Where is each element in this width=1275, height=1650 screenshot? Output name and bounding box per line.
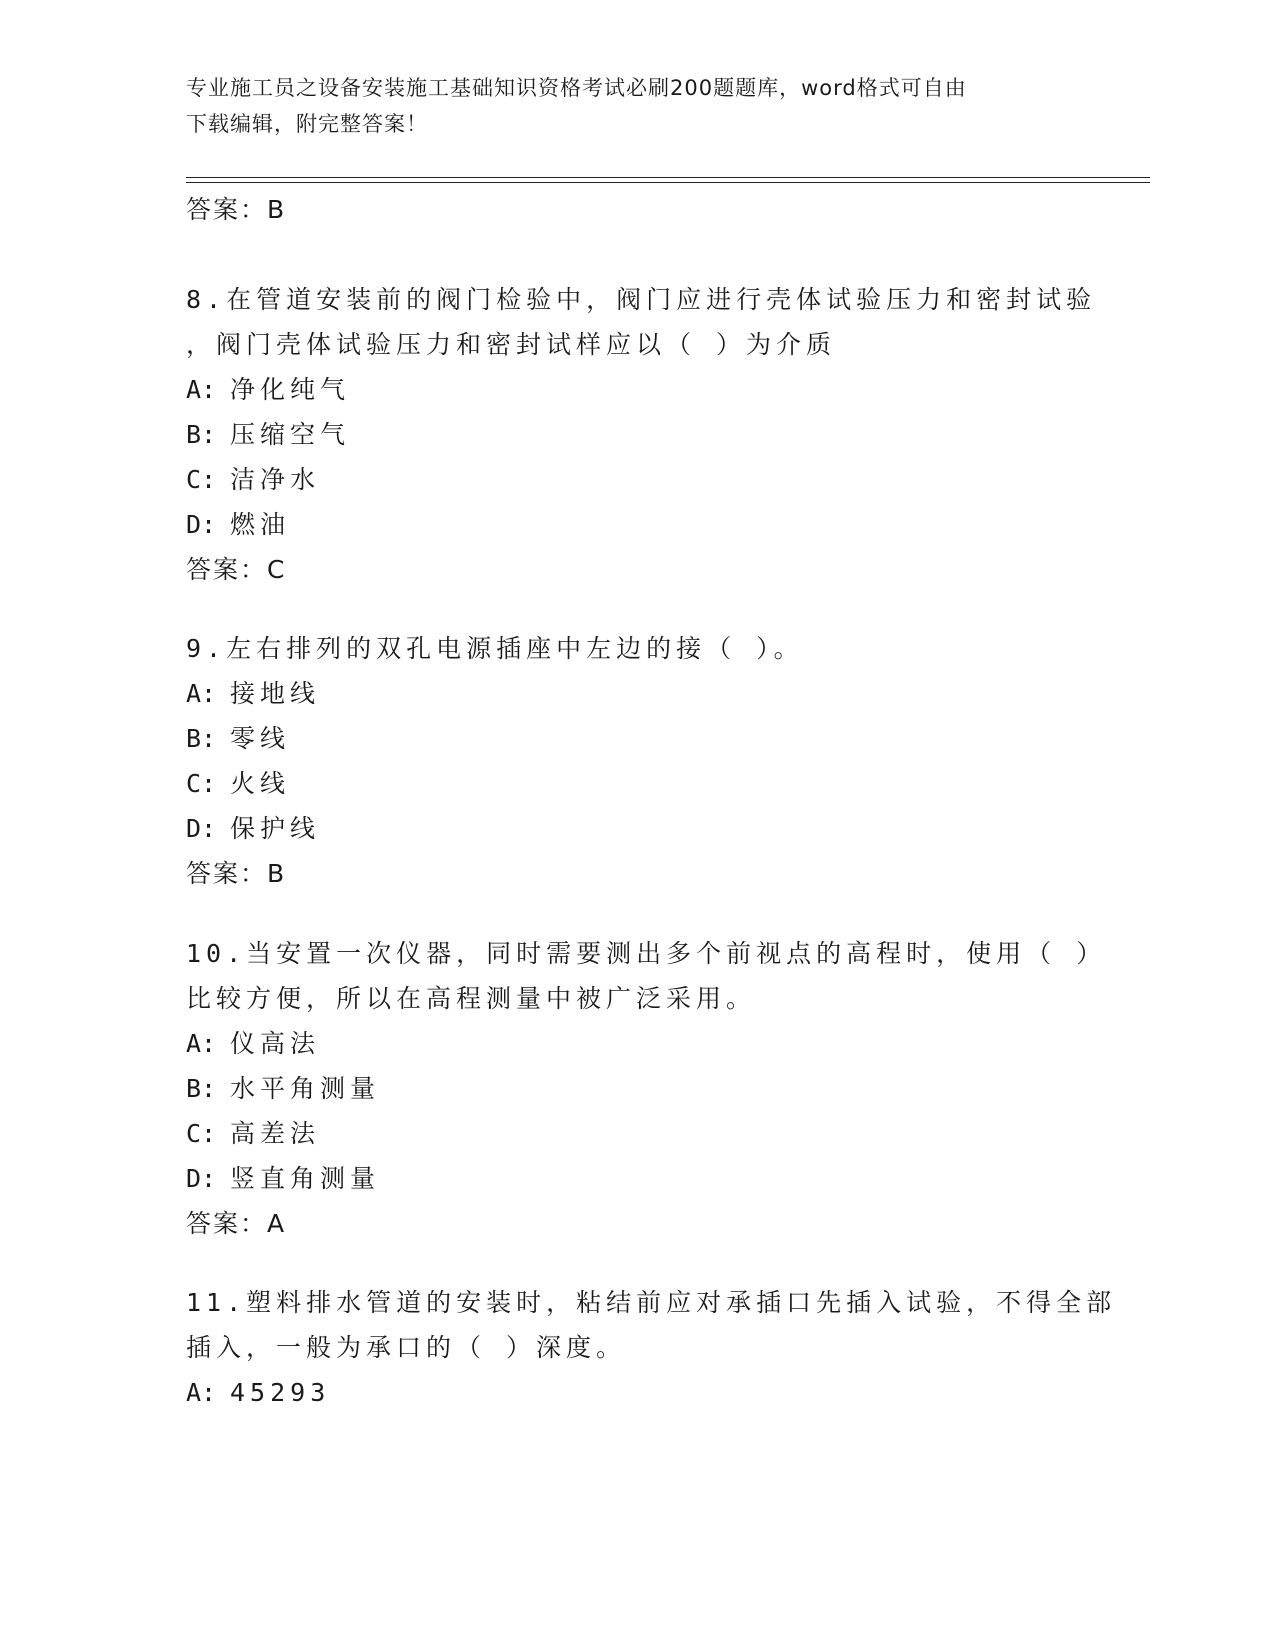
answer: 答案：B xyxy=(186,859,287,888)
option-b: B: 压缩空气 xyxy=(186,420,351,449)
question-11 xyxy=(186,1280,1117,1415)
option-d: D: 保护线 xyxy=(186,814,321,843)
header-rule-bottom xyxy=(186,182,1150,183)
option-a: A: 净化纯气 xyxy=(186,375,351,404)
option-b: B: 水平角测量 xyxy=(186,1074,381,1103)
question-text: 11.塑料排水管道的安装时，粘结前应对承插口先插入试验，不得全部 插入，一般为承口的（ ）深度。 xyxy=(186,1288,1117,1362)
option-c: C: 高差法 xyxy=(186,1119,321,1148)
previous-answer: 答案：B xyxy=(186,195,287,224)
question-text: 10.当安置一次仪器，同时需要测出多个前视点的高程时，使用（ ） 比较方便，所以在高程测量中被广泛采用。 xyxy=(186,939,1107,1013)
header-line-1: 专业施工员之设备安装施工基础知识资格考试必刷200题题库，word格式可自由 xyxy=(186,76,967,100)
question-8 xyxy=(186,277,1097,592)
option-a: A: 仪高法 xyxy=(186,1029,321,1058)
option-a: A: 45293 xyxy=(186,1378,331,1407)
option-b: B: 零线 xyxy=(186,724,291,753)
question-10 xyxy=(186,931,1107,1246)
answer: 答案：A xyxy=(186,1209,287,1238)
option-a: A: 接地线 xyxy=(186,679,321,708)
answer: 答案：C xyxy=(186,555,287,584)
question-text: 9.左右排列的双孔电源插座中左边的接（ ）。 xyxy=(186,634,804,663)
option-d: D: 竖直角测量 xyxy=(186,1164,381,1193)
header-line-2: 下载编辑，附完整答案！ xyxy=(186,112,428,136)
option-c: C: 洁净水 xyxy=(186,465,321,494)
option-c: C: 火线 xyxy=(186,769,291,798)
header-rule-top xyxy=(186,177,1150,178)
document-header xyxy=(186,70,1066,142)
question-text: 8.在管道安装前的阀门检验中，阀门应进行壳体试验压力和密封试验 ，阀门壳体试验压力和密封试样应以（ ）为介质 xyxy=(186,285,1097,359)
question-9 xyxy=(186,626,1086,896)
option-d: D: 燃油 xyxy=(186,510,291,539)
